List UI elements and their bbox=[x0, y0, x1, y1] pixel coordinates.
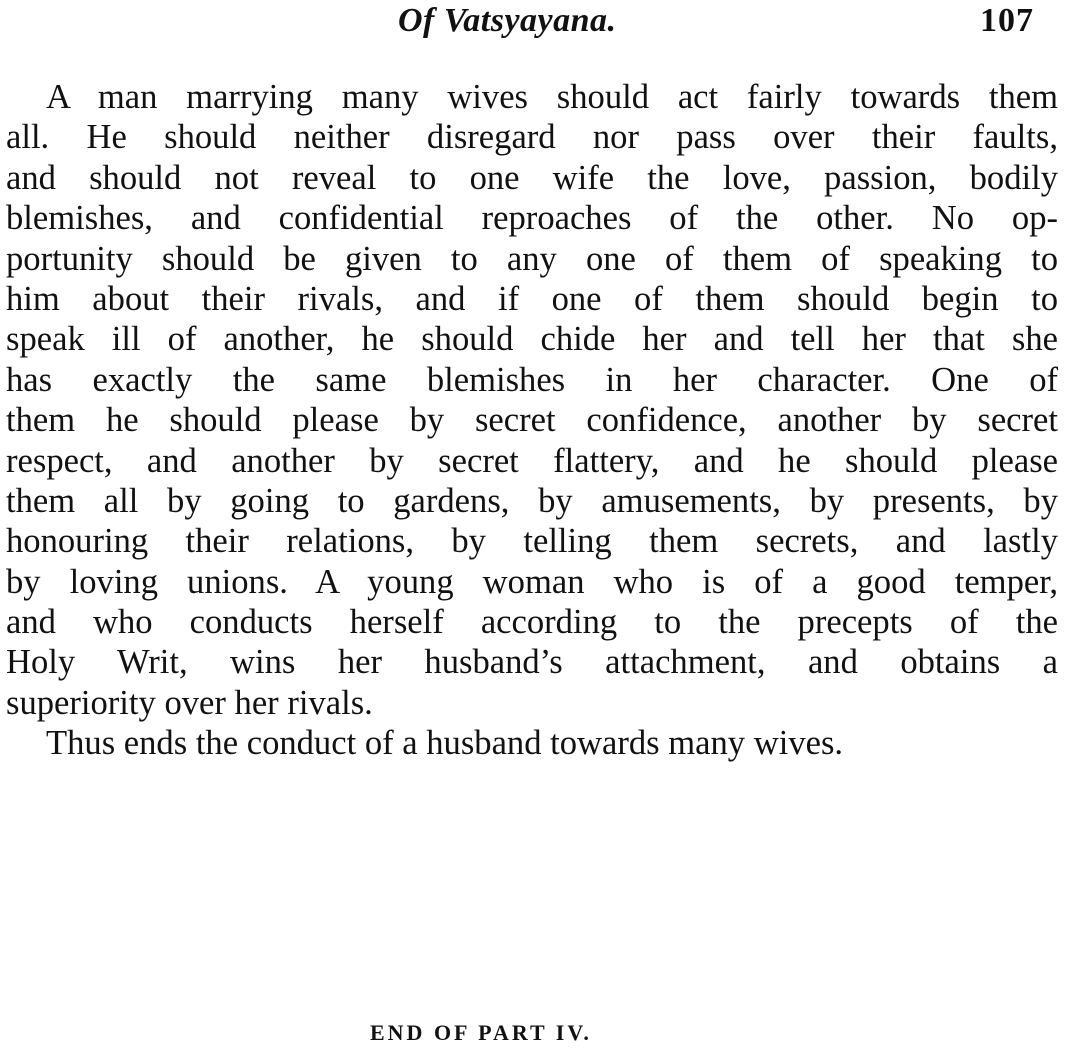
closing-line: Thus ends the conduct of a husband towards many wives. bbox=[46, 724, 844, 763]
text-line: portunity should be given to any one of them of speaking to bbox=[6, 239, 1058, 278]
text-line: him about their rivals, and if one of them should begin to bbox=[6, 279, 1058, 318]
text-line: them he should please by secret confidence, another by secret bbox=[6, 401, 1058, 440]
text-line: blemishes, and confidential reproaches of the other. No op- bbox=[6, 199, 1058, 238]
text-line: has exactly the same blemishes in her character. One of bbox=[6, 360, 1058, 399]
text-line: by loving unions. A young woman who is of a good temper, bbox=[6, 562, 1058, 601]
text-line: superiority over her rivals. bbox=[6, 683, 373, 722]
text-line: Holy Writ, wins her husband’s attachment, and obtains a bbox=[6, 643, 1058, 682]
text-line: honouring their relations, by telling them secrets, and lastly bbox=[6, 522, 1058, 561]
text-line: and should not reveal to one wife the love, passion, bodily bbox=[6, 158, 1058, 197]
page-number: 107 bbox=[980, 2, 1034, 39]
text-line: them all by going to gardens, by amusements, by presents, by bbox=[6, 481, 1058, 520]
text-line: all. He should neither disregard nor pass over their faults, bbox=[6, 118, 1058, 157]
text-line: A man marrying many wives should act fairly towards them bbox=[46, 78, 1058, 116]
text-line: respect, and another by secret flattery, and he should please bbox=[6, 441, 1058, 480]
text-line: speak ill of another, he should chide her and tell her that she bbox=[6, 320, 1058, 359]
body-paragraph bbox=[6, 77, 1058, 764]
text-line: and who conducts herself according to the precepts of the bbox=[6, 603, 1058, 642]
running-title: Of Vatsyayana. bbox=[398, 2, 617, 39]
end-of-part-note: END OF PART IV. bbox=[370, 1020, 592, 1045]
page-header bbox=[0, 0, 1065, 44]
